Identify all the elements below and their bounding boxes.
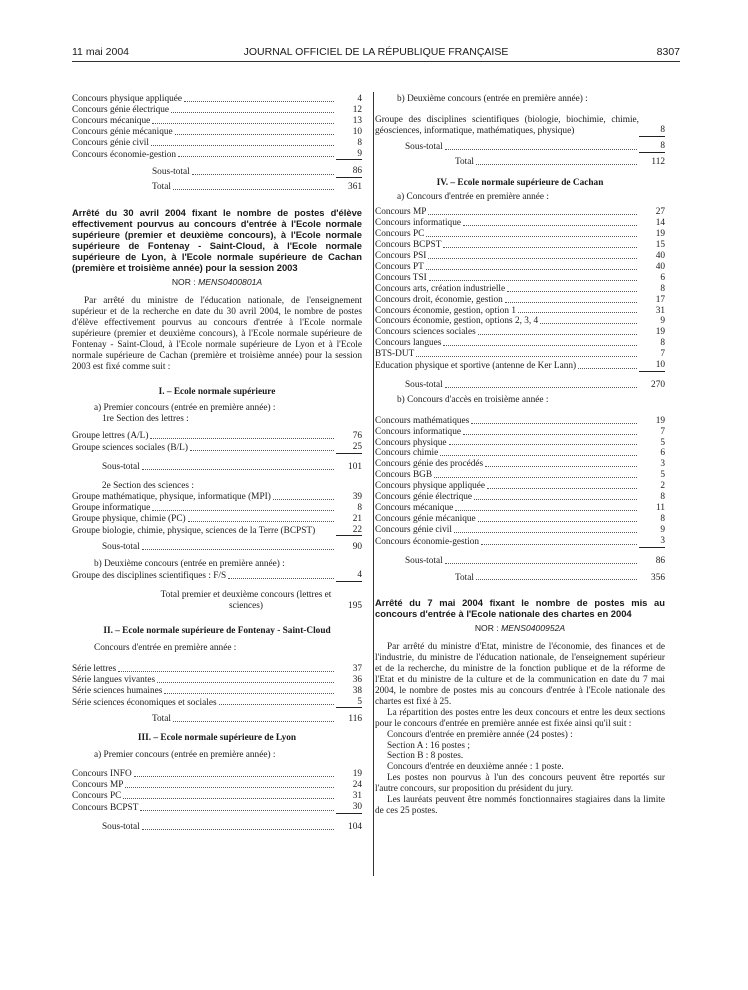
total-row: Total 116: [152, 714, 362, 725]
item-label: Concours mécanique: [375, 503, 454, 513]
total-row: Total premier et deuxième concours (lettres et sciences) 195: [160, 590, 362, 612]
item-value: 19: [655, 415, 665, 426]
item-label: Concours génie civil: [72, 137, 149, 148]
list-item: [375, 459, 665, 470]
list-item: [375, 416, 665, 427]
total-row: Total 361: [152, 182, 362, 193]
list-item: [375, 262, 665, 273]
fontenay-list: [72, 664, 362, 709]
item-value: 8: [357, 137, 362, 148]
left-top-list: [72, 94, 362, 160]
list-item: [375, 284, 665, 295]
item-value: 37: [352, 663, 362, 674]
item-value: 24: [352, 780, 362, 791]
total-row: Total 356: [455, 572, 665, 583]
list-item: [375, 316, 665, 327]
item-label: Concours physique: [375, 437, 447, 448]
list-item: [375, 360, 665, 372]
nor-reference: NOR : MENS0400952A: [474, 623, 566, 634]
list-item: [72, 802, 362, 814]
item-label: Concours génie civil: [375, 524, 452, 535]
list-item: [375, 470, 665, 481]
item-value: 7: [660, 349, 665, 360]
arrete-title: Arrêté du 30 avril 2004 fixant le nombre de postes d'élève effectivement pourvus au concours d'entrée à l'Ecole normale supérieure (premier et deuxième concours), à l'Ecole normale supérieure de Fontenay - Saint-Cloud, à l'Ecole normale supérieure de Lyon, à l'Ecole normale supérieure de Cachan (première et troisième année) pour la session 2003: [72, 207, 362, 274]
total-row: Total 112: [455, 156, 665, 167]
item-value: 9: [660, 316, 665, 327]
list-item: Groupe des disciplines scientifiques : F/S 4: [72, 570, 362, 582]
list-item: Groupe biologie, chimie, physique, sciences de la Terre (BCPST) 22: [72, 524, 362, 536]
list-item: [72, 94, 362, 105]
right-column: [375, 94, 665, 817]
list-item: [375, 327, 665, 338]
subsection-heading: 1re Section des lettres :: [102, 414, 189, 425]
item-value: 8: [660, 283, 665, 294]
item-label: Série lettres: [72, 663, 117, 674]
item-value: 5: [336, 697, 362, 709]
subsection-heading: b) Deuxième concours (entrée en première année) :: [94, 559, 285, 570]
item-value: 9: [660, 524, 665, 535]
list-item: [72, 675, 362, 686]
item-label: Groupe sciences sociales (B/L): [72, 443, 188, 454]
sciences-list: [72, 492, 362, 525]
item-value: 17: [655, 294, 665, 305]
item-value: 39: [352, 491, 362, 502]
header-title: JOURNAL OFFICIEL DE LA RÉPUBLIQUE FRANÇAISE: [243, 46, 509, 58]
nor-reference: NOR : MENS0400801A: [171, 277, 263, 288]
item-label: Concours mécanique: [72, 115, 151, 126]
list-item: [72, 503, 362, 514]
item-value: 15: [655, 240, 665, 251]
arrete-body: Par arrêté du ministre de l'éducation nationale, de l'enseignement supérieur et de la recherche en date du 30 avril 2004, le nombre de postes d'élève effectivement pourvus au concours d'entrée à l'Ecole normale supérieure (premier et deuxième concours), à l'Ecole normale supérieure de Fontenay - Saint-Cloud, à l'Ecole normale supérieure de Lyon et à l'Ecole normale supérieure de Cachan (première et troisième année) pour la session 2003 est fixé comme suit :: [72, 296, 362, 372]
item-label: Concours PT: [375, 261, 424, 272]
list-item: [72, 791, 362, 802]
item-label: Concours arts, création industrielle: [375, 283, 506, 294]
list-item: [375, 427, 665, 438]
list-item: Groupe des disciplines scientifiques (biologie, biochimie, chimie, géosciences, informatique, mathématiques, physique) 8: [375, 114, 665, 136]
item-label: Concours BGB: [375, 470, 433, 481]
subsection-heading: Concours d'entrée en première année :: [94, 642, 237, 653]
subtotal-row: Sous-total 90: [102, 542, 362, 553]
page-header: [72, 46, 680, 62]
item-label: Concours langues: [375, 338, 442, 349]
list-item: [375, 338, 665, 349]
item-label: Concours MP: [72, 780, 124, 791]
list-item: [375, 481, 665, 492]
item-label: Education physique et sportive (antenne de Ker Lann): [375, 361, 577, 372]
list-item: [375, 295, 665, 306]
item-value: 6: [660, 272, 665, 283]
item-value: 31: [655, 305, 665, 316]
subsection-heading: a) Premier concours (entrée en première année) :: [94, 403, 276, 414]
item-label: Concours génie mécanique: [375, 513, 476, 524]
item-label: Concours TSI: [375, 272, 427, 283]
subsection-heading: a) Concours d'entrée en première année :: [397, 192, 549, 203]
subsection-heading: b) Concours d'accès en troisième année :: [397, 394, 549, 405]
subtotal-row: Sous-total 101: [102, 462, 362, 473]
item-label: Concours génie électrique: [375, 492, 473, 503]
header-rule: [72, 61, 680, 62]
item-value: 14: [655, 218, 665, 229]
list-item: [375, 218, 665, 229]
section-title: I. – Ecole normale supérieure: [158, 386, 276, 397]
list-item: [375, 251, 665, 262]
item-label: Concours physique appliquée: [72, 94, 182, 104]
item-label: Groupe lettres (A/L): [72, 431, 149, 442]
item-value: 27: [655, 207, 665, 218]
item-value: 36: [352, 674, 362, 685]
item-value: 11: [656, 503, 665, 513]
arrete-paragraph: La répartition des postes entre les deux concours et entre les deux sections pour le concours d'entrée en première année est fixée ainsi qu'il suit :: [375, 707, 665, 729]
subtotal-row: Sous-total 104: [102, 821, 362, 832]
item-label: Concours PSI: [375, 250, 427, 261]
item-label: Groupe physique, chimie (PC): [72, 513, 186, 524]
arrete-line: Concours d'entrée en deuxième année : 1 poste.: [387, 762, 564, 773]
subtotal-row: Sous-total 86: [152, 166, 362, 178]
list-item: [375, 525, 665, 536]
subsection-heading: a) Premier concours (entrée en première année) :: [94, 750, 276, 761]
item-value: 13: [352, 115, 362, 126]
item-label: Concours physique appliquée: [375, 481, 485, 492]
list-item: [72, 664, 362, 675]
item-label: Concours BCPST: [375, 240, 442, 251]
header-date: 11 mai 2004: [72, 46, 130, 58]
cachan-first-year-list: [375, 207, 665, 372]
list-item: [72, 514, 362, 525]
arrete-line: Section A : 16 postes ;: [387, 740, 470, 751]
subtotal-row: Sous-total 8: [405, 140, 665, 152]
item-label: Concours génie électrique: [72, 104, 170, 115]
lyon-list: [72, 769, 362, 814]
list-item: [72, 127, 362, 138]
list-item: [72, 138, 362, 149]
section-title: IV. – Ecole normale supérieure de Cachan: [436, 177, 604, 188]
list-item: [375, 240, 665, 251]
item-value: 25: [336, 442, 362, 454]
item-label: Série langues vivantes: [72, 674, 156, 685]
subsection-heading: b) Deuxième concours (entrée en première année) :: [397, 94, 588, 104]
list-item: [375, 492, 665, 503]
item-value: 19: [352, 769, 362, 780]
list-item: [72, 116, 362, 127]
item-label: Série sciences humaines: [72, 685, 163, 696]
item-value: 12: [352, 104, 362, 115]
item-label: BTS-DUT: [375, 349, 415, 360]
item-label: Concours sciences sociales: [375, 327, 476, 338]
item-label: Concours génie mécanique: [72, 126, 173, 137]
item-label: Concours économie, gestion, options 2, 3, 4: [375, 316, 539, 327]
item-value: 5: [660, 470, 665, 481]
arrete-line: Concours d'entrée en première année (24 postes) :: [387, 729, 573, 740]
item-value: 30: [336, 802, 362, 814]
subtotal-row: Sous-total 86: [405, 555, 665, 566]
list-item: [375, 438, 665, 449]
list-item: [72, 149, 362, 161]
item-label: Concours BCPST: [72, 802, 139, 813]
item-value: 8: [660, 513, 665, 524]
arrete-paragraph: Les postes non pourvus à l'un des concours peuvent être reportés sur l'autre concours, sur proposition du président du jury.: [375, 773, 665, 795]
list-item: [72, 431, 362, 442]
list-item: [72, 697, 362, 709]
list-item: [375, 514, 665, 525]
item-label: Concours PC: [375, 229, 425, 240]
item-value: 3: [660, 459, 665, 470]
arrete-paragraph: Par arrêté du ministre d'Etat, ministre de l'économie, des finances et de l'industrie, du ministre de l'éducation nationale, de l'enseignement supérieur et de la recherche, du ministre de la fonction publique et de la réforme de l'Etat et du ministre de la culture et de la communication en date du 7 mai 2004, le nombre de postes mis au concours d'entrée à l'Ecole nationale des chartes est fixé à 25.: [375, 642, 665, 707]
section-title: III. – Ecole normale supérieure de Lyon: [137, 733, 297, 744]
item-value: 40: [655, 250, 665, 261]
item-value: 40: [655, 261, 665, 272]
item-value: 19: [655, 327, 665, 338]
item-value: 9: [336, 149, 362, 161]
item-label: Concours économie-gestion: [72, 149, 177, 160]
item-value: 3: [639, 536, 665, 548]
arrete-line: Section B : 8 postes.: [387, 751, 464, 762]
item-label: Groupe informatique: [72, 502, 151, 513]
item-value: 21: [352, 513, 362, 524]
list-item: [72, 780, 362, 791]
list-item: [375, 448, 665, 459]
item-value: 38: [352, 685, 362, 696]
header-page-number: 8307: [656, 46, 680, 58]
item-label: Concours PC: [72, 790, 122, 801]
item-label: Concours économie, gestion, option 1: [375, 305, 516, 316]
item-label: Concours informatique: [375, 426, 461, 437]
item-value: 4: [357, 94, 362, 104]
item-value: 76: [352, 431, 362, 442]
list-item: [72, 492, 362, 503]
section-title: II. – Ecole normale supérieure de Fontenay - Saint-Cloud: [103, 626, 331, 636]
item-label: Concours informatique: [375, 218, 461, 229]
item-value: 8: [660, 338, 665, 349]
item-value: 5: [660, 437, 665, 448]
item-label: Concours mathématiques: [375, 415, 470, 426]
lettres-list: [72, 431, 362, 454]
list-item: [72, 442, 362, 454]
item-value: 19: [655, 229, 665, 240]
left-column: [72, 94, 362, 833]
item-label: Concours droit, économie, gestion: [375, 294, 503, 305]
list-item: [375, 229, 665, 240]
list-item: [72, 686, 362, 697]
subtotal-row: Sous-total 270: [405, 379, 665, 390]
item-value: 8: [660, 492, 665, 503]
subsection-heading: 2e Section des sciences :: [102, 480, 194, 491]
item-label: Concours chimie: [375, 448, 439, 459]
item-label: Concours MP: [375, 207, 427, 218]
list-item: [72, 769, 362, 780]
item-value: 10: [352, 126, 362, 137]
list-item: [375, 503, 665, 514]
list-item: [375, 536, 665, 548]
list-item: [375, 207, 665, 218]
item-label: Groupe mathématique, physique, informatique (MPI): [72, 491, 271, 502]
arrete-title: Arrêté du 7 mai 2004 fixant le nombre de postes mis au concours d'entrée à l'Ecole nationale des chartes en 2004: [375, 597, 665, 620]
item-value: 31: [352, 790, 362, 801]
item-value: 2: [660, 481, 665, 492]
cachan-third-year-list: [375, 416, 665, 548]
column-divider: [373, 92, 374, 876]
item-value: 7: [660, 426, 665, 437]
list-item: [375, 306, 665, 317]
list-item: [375, 273, 665, 284]
item-value: 8: [357, 502, 362, 513]
arrete-paragraph: Les lauréats peuvent être nommés fonctionnaires stagiaires dans la limite de ces 25 postes.: [375, 795, 665, 816]
item-value: 6: [660, 448, 665, 459]
list-item: [72, 105, 362, 116]
item-label: Concours INFO: [72, 769, 132, 780]
item-label: Concours génie des procédés: [375, 459, 484, 470]
item-value: 10: [639, 360, 665, 372]
list-item: [375, 349, 665, 360]
item-label: Série sciences économiques et sociales: [72, 697, 217, 708]
item-label: Concours économie-gestion: [375, 536, 480, 547]
